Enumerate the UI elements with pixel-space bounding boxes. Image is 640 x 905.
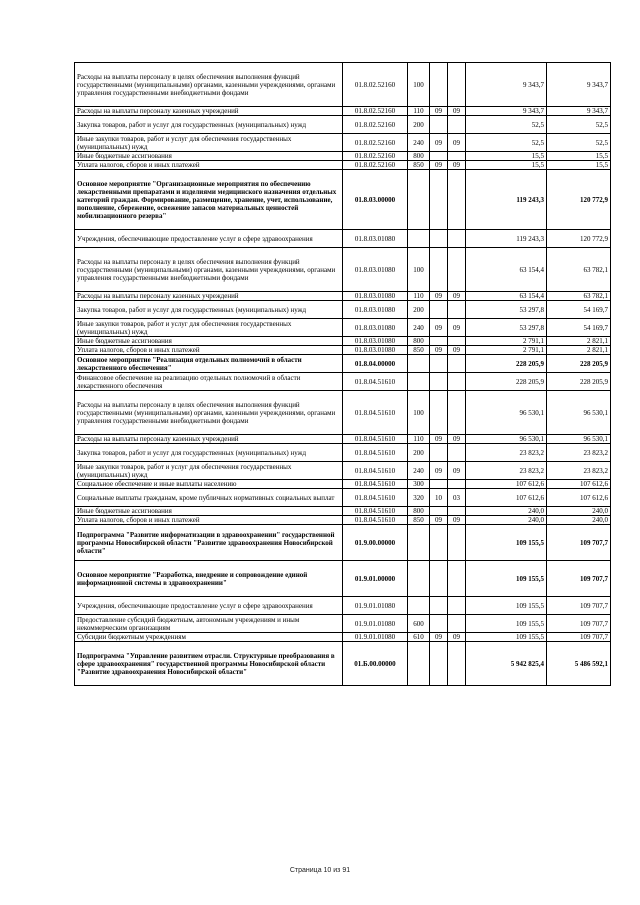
row-name-cell: Социальные выплаты гражданам, кроме публичных нормативных социальных выплат (75, 489, 343, 507)
row-pr-cell (448, 642, 466, 686)
table-row (75, 301, 611, 319)
row-name-cell: Уплата налогов, сборов и иных платежей (75, 346, 343, 355)
row-rz-cell: 09 (430, 292, 448, 301)
row-vr-cell: 800 (408, 337, 430, 346)
row-value2-cell: 96 530,1 (547, 391, 611, 435)
row-value2-cell: 52,5 (547, 116, 611, 134)
row-value1-cell: 109 155,5 (466, 525, 547, 561)
row-value2-cell: 52,5 (547, 134, 611, 152)
row-value1-cell: 109 155,5 (466, 597, 547, 615)
row-pr-cell (448, 248, 466, 292)
row-code-cell: 01.8.04.51610 (343, 373, 408, 391)
row-pr-cell (448, 597, 466, 615)
row-value2-cell: 23 823,2 (547, 462, 611, 480)
table-row (75, 615, 611, 633)
row-value2-cell: 120 772,9 (547, 170, 611, 230)
row-name-cell: Расходы на выплаты персоналу в целях обеспечения выполнения функций государственными (муниципальными) органами, казенными учреждениями, органами управления государственными внебюджетными фондами (75, 248, 343, 292)
row-code-cell: 01.8.02.52160 (343, 63, 408, 107)
row-value2-cell: 63 782,1 (547, 248, 611, 292)
row-vr-cell (408, 525, 430, 561)
row-value1-cell: 2 791,1 (466, 337, 547, 346)
row-name-cell: Иные закупки товаров, работ и услуг для обеспечения государственных (муниципальных) нужд (75, 319, 343, 337)
row-pr-cell (448, 444, 466, 462)
row-code-cell: 01.8.03.01080 (343, 292, 408, 301)
row-rz-cell (430, 373, 448, 391)
row-value1-cell: 109 155,5 (466, 615, 547, 633)
row-value2-cell: 5 486 592,1 (547, 642, 611, 686)
row-code-cell: 01.8.03.01080 (343, 346, 408, 355)
row-value2-cell: 54 169,7 (547, 301, 611, 319)
row-vr-cell (408, 230, 430, 248)
row-name-cell: Иные закупки товаров, работ и услуг для обеспечения государственных (муниципальных) нужд (75, 462, 343, 480)
row-code-cell: 01.8.03.01080 (343, 248, 408, 292)
row-name-cell: Расходы на выплаты персоналу в целях обеспечения выполнения функций государственными (муниципальными) органами, казенными учреждениями, органами управления государственными внебюджетными фондами (75, 63, 343, 107)
row-name-cell: Учреждения, обеспечивающие предоставление услуг в сфере здравоохранения (75, 230, 343, 248)
table-row (75, 516, 611, 525)
row-code-cell: 01.Б.00.00000 (343, 642, 408, 686)
row-code-cell: 01.8.04.51610 (343, 462, 408, 480)
row-vr-cell (408, 355, 430, 373)
row-value2-cell: 107 612,6 (547, 480, 611, 489)
row-value2-cell: 2 821,1 (547, 346, 611, 355)
row-code-cell: 01.8.02.52160 (343, 116, 408, 134)
row-value2-cell: 109 707,7 (547, 525, 611, 561)
row-rz-cell: 09 (430, 161, 448, 170)
row-name-cell: Закупка товаров, работ и услуг для государственных (муниципальных) нужд (75, 116, 343, 134)
row-pr-cell (448, 507, 466, 516)
row-vr-cell: 850 (408, 346, 430, 355)
row-value2-cell: 54 169,7 (547, 319, 611, 337)
table-row (75, 507, 611, 516)
table-row (75, 633, 611, 642)
row-value1-cell: 2 791,1 (466, 346, 547, 355)
row-vr-cell (408, 561, 430, 597)
row-vr-cell: 100 (408, 248, 430, 292)
table-row (75, 170, 611, 230)
table-row (75, 63, 611, 107)
row-rz-cell (430, 615, 448, 633)
row-name-cell: Подпрограмма "Развитие информатизации в здравоохранении" государственной программы Новосибирской области "Развитие здравоохранения Новосибирской области" (75, 525, 343, 561)
budget-table (74, 62, 611, 686)
row-pr-cell: 09 (448, 633, 466, 642)
table-row (75, 597, 611, 615)
row-vr-cell (408, 642, 430, 686)
row-value1-cell: 63 154,4 (466, 292, 547, 301)
row-pr-cell (448, 373, 466, 391)
row-code-cell: 01.8.03.01080 (343, 230, 408, 248)
row-vr-cell: 300 (408, 480, 430, 489)
row-value2-cell: 2 821,1 (547, 337, 611, 346)
row-rz-cell: 09 (430, 319, 448, 337)
row-rz-cell (430, 230, 448, 248)
table-row (75, 444, 611, 462)
row-pr-cell (448, 63, 466, 107)
row-rz-cell (430, 561, 448, 597)
row-code-cell: 01.8.04.51610 (343, 435, 408, 444)
row-name-cell: Иные бюджетные ассигнования (75, 337, 343, 346)
row-code-cell: 01.8.04.51610 (343, 507, 408, 516)
table-row (75, 373, 611, 391)
table-row (75, 337, 611, 346)
row-pr-cell (448, 615, 466, 633)
row-name-cell: Уплата налогов, сборов и иных платежей (75, 161, 343, 170)
row-vr-cell: 110 (408, 107, 430, 116)
table-row (75, 391, 611, 435)
row-code-cell: 01.9.01.00000 (343, 561, 408, 597)
row-rz-cell (430, 597, 448, 615)
row-name-cell: Учреждения, обеспечивающие предоставление услуг в сфере здравоохранения (75, 597, 343, 615)
row-value2-cell: 23 823,2 (547, 444, 611, 462)
row-value1-cell: 119 243,3 (466, 170, 547, 230)
row-pr-cell: 09 (448, 346, 466, 355)
table-row (75, 642, 611, 686)
row-name-cell: Подпрограмма "Управление развитием отрасли. Структурные преобразования в сфере здравоохранения" государственной программы Новосибирской области "Развитие здравоохранения Новосибирской области" (75, 642, 343, 686)
row-value1-cell: 240,0 (466, 516, 547, 525)
row-vr-cell: 100 (408, 391, 430, 435)
table-row (75, 230, 611, 248)
row-code-cell: 01.9.01.01080 (343, 633, 408, 642)
row-name-cell: Расходы на выплаты персоналу казенных учреждений (75, 107, 343, 116)
row-code-cell: 01.8.02.52160 (343, 107, 408, 116)
row-value1-cell: 96 530,1 (466, 391, 547, 435)
row-name-cell: Предоставление субсидий бюджетным, автономным учреждениям и иным некоммерческим организациям (75, 615, 343, 633)
row-value1-cell: 228 205,9 (466, 355, 547, 373)
row-value1-cell: 96 530,1 (466, 435, 547, 444)
row-value1-cell: 240,0 (466, 507, 547, 516)
row-pr-cell: 09 (448, 319, 466, 337)
row-pr-cell (448, 391, 466, 435)
row-pr-cell (448, 116, 466, 134)
row-code-cell: 01.8.04.51610 (343, 391, 408, 435)
row-value1-cell: 52,5 (466, 134, 547, 152)
row-rz-cell (430, 248, 448, 292)
row-name-cell: Закупка товаров, работ и услуг для государственных (муниципальных) нужд (75, 301, 343, 319)
row-name-cell: Иные бюджетные ассигнования (75, 152, 343, 161)
row-name-cell: Расходы на выплаты персоналу казенных учреждений (75, 435, 343, 444)
row-rz-cell: 10 (430, 489, 448, 507)
row-value1-cell: 107 612,6 (466, 480, 547, 489)
row-rz-cell (430, 391, 448, 435)
row-pr-cell: 03 (448, 489, 466, 507)
table-row (75, 462, 611, 480)
row-value2-cell: 15,5 (547, 152, 611, 161)
row-rz-cell (430, 337, 448, 346)
row-value2-cell: 228 205,9 (547, 355, 611, 373)
row-code-cell: 01.8.02.52160 (343, 134, 408, 152)
row-vr-cell: 850 (408, 161, 430, 170)
row-value1-cell: 9 343,7 (466, 63, 547, 107)
row-vr-cell: 200 (408, 301, 430, 319)
row-value1-cell: 9 343,7 (466, 107, 547, 116)
row-code-cell: 01.8.03.00000 (343, 170, 408, 230)
row-vr-cell: 850 (408, 516, 430, 525)
row-vr-cell (408, 170, 430, 230)
table-row (75, 525, 611, 561)
row-value2-cell: 107 612,6 (547, 489, 611, 507)
table-row (75, 435, 611, 444)
row-rz-cell (430, 355, 448, 373)
row-code-cell: 01.9.01.01080 (343, 615, 408, 633)
row-code-cell: 01.8.04.51610 (343, 516, 408, 525)
row-value2-cell: 109 707,7 (547, 597, 611, 615)
row-vr-cell: 200 (408, 116, 430, 134)
row-value2-cell: 120 772,9 (547, 230, 611, 248)
row-value1-cell: 109 155,5 (466, 633, 547, 642)
row-vr-cell: 240 (408, 319, 430, 337)
row-vr-cell: 240 (408, 462, 430, 480)
row-pr-cell (448, 337, 466, 346)
row-vr-cell (408, 597, 430, 615)
table-row (75, 248, 611, 292)
row-vr-cell: 110 (408, 435, 430, 444)
table-row (75, 107, 611, 116)
row-name-cell: Социальное обеспечение и иные выплаты населению (75, 480, 343, 489)
row-value1-cell: 109 155,5 (466, 561, 547, 597)
row-pr-cell: 09 (448, 435, 466, 444)
row-value1-cell: 53 297,8 (466, 301, 547, 319)
row-value2-cell: 109 707,7 (547, 615, 611, 633)
row-rz-cell: 09 (430, 346, 448, 355)
table-row (75, 134, 611, 152)
row-rz-cell: 09 (430, 435, 448, 444)
table-row (75, 319, 611, 337)
row-value1-cell: 63 154,4 (466, 248, 547, 292)
row-code-cell: 01.8.04.00000 (343, 355, 408, 373)
row-pr-cell: 09 (448, 161, 466, 170)
row-pr-cell: 09 (448, 462, 466, 480)
row-pr-cell (448, 170, 466, 230)
row-code-cell: 01.9.00.00000 (343, 525, 408, 561)
row-rz-cell: 09 (430, 134, 448, 152)
row-rz-cell (430, 170, 448, 230)
row-value1-cell: 52,5 (466, 116, 547, 134)
row-value1-cell: 119 243,3 (466, 230, 547, 248)
row-value1-cell: 53 297,8 (466, 319, 547, 337)
row-rz-cell (430, 301, 448, 319)
row-value2-cell: 109 707,7 (547, 633, 611, 642)
row-pr-cell (448, 561, 466, 597)
row-vr-cell: 200 (408, 444, 430, 462)
row-code-cell: 01.8.04.51610 (343, 489, 408, 507)
row-value2-cell: 240,0 (547, 516, 611, 525)
row-code-cell: 01.8.03.01080 (343, 301, 408, 319)
row-value2-cell: 240,0 (547, 507, 611, 516)
row-code-cell: 01.8.03.01080 (343, 337, 408, 346)
budget-table-container (74, 62, 610, 686)
row-pr-cell: 09 (448, 516, 466, 525)
row-rz-cell: 09 (430, 516, 448, 525)
row-value2-cell: 63 782,1 (547, 292, 611, 301)
row-code-cell: 01.9.01.01080 (343, 597, 408, 615)
row-value2-cell: 15,5 (547, 161, 611, 170)
row-name-cell: Уплата налогов, сборов и иных платежей (75, 516, 343, 525)
row-name-cell: Финансовое обеспечение на реализацию отдельных полномочий в области лекарственного обеспечения (75, 373, 343, 391)
row-value1-cell: 15,5 (466, 161, 547, 170)
row-rz-cell (430, 116, 448, 134)
table-row (75, 292, 611, 301)
row-rz-cell (430, 152, 448, 161)
row-code-cell: 01.8.04.51610 (343, 444, 408, 462)
row-name-cell: Субсидии бюджетным учреждениям (75, 633, 343, 642)
row-rz-cell (430, 480, 448, 489)
table-row (75, 161, 611, 170)
row-value1-cell: 228 205,9 (466, 373, 547, 391)
row-value1-cell: 23 823,2 (466, 444, 547, 462)
row-value1-cell: 15,5 (466, 152, 547, 161)
row-pr-cell (448, 355, 466, 373)
row-name-cell: Закупка товаров, работ и услуг для государственных (муниципальных) нужд (75, 444, 343, 462)
row-vr-cell: 320 (408, 489, 430, 507)
row-vr-cell: 610 (408, 633, 430, 642)
row-pr-cell (448, 152, 466, 161)
row-pr-cell: 09 (448, 134, 466, 152)
row-code-cell: 01.8.04.51610 (343, 480, 408, 489)
row-pr-cell: 09 (448, 292, 466, 301)
row-code-cell: 01.8.02.52160 (343, 152, 408, 161)
row-rz-cell (430, 642, 448, 686)
table-row (75, 489, 611, 507)
row-rz-cell: 09 (430, 107, 448, 116)
table-row (75, 152, 611, 161)
row-name-cell: Расходы на выплаты персоналу казенных учреждений (75, 292, 343, 301)
row-vr-cell: 800 (408, 507, 430, 516)
row-name-cell: Основное мероприятие "Реализация отдельных полномочий в области лекарственного обеспечения" (75, 355, 343, 373)
row-vr-cell: 240 (408, 134, 430, 152)
row-pr-cell (448, 480, 466, 489)
row-code-cell: 01.8.02.52160 (343, 161, 408, 170)
table-row (75, 480, 611, 489)
row-name-cell: Основное мероприятие "Разработка, внедрение и сопровождение единой информационной системы в здравоохранении" (75, 561, 343, 597)
table-row (75, 355, 611, 373)
row-pr-cell (448, 525, 466, 561)
row-pr-cell: 09 (448, 107, 466, 116)
table-row (75, 116, 611, 134)
row-name-cell: Основное мероприятие "Организационные мероприятия по обеспечению лекарственными препаратами и изделиями медицинского назначения отдельных категорий граждан. Формирование, размещение, хранение, учет, использование, пополнение, сбережение, освежение запасов материальных ценностей мобилизационного резерва" (75, 170, 343, 230)
row-value2-cell: 228 205,9 (547, 373, 611, 391)
row-pr-cell (448, 230, 466, 248)
row-vr-cell: 100 (408, 63, 430, 107)
budget-table-body (75, 63, 611, 686)
row-value2-cell: 9 343,7 (547, 107, 611, 116)
row-rz-cell: 09 (430, 633, 448, 642)
row-code-cell: 01.8.03.01080 (343, 319, 408, 337)
table-row (75, 346, 611, 355)
row-name-cell: Расходы на выплаты персоналу в целях обеспечения выполнения функций государственными (муниципальными) органами, казенными учреждениями, органами управления государственными внебюджетными фондами (75, 391, 343, 435)
row-rz-cell (430, 525, 448, 561)
row-vr-cell: 800 (408, 152, 430, 161)
page-number: Страница 10 из 91 (289, 867, 351, 874)
row-rz-cell (430, 444, 448, 462)
row-vr-cell: 600 (408, 615, 430, 633)
row-name-cell: Иные закупки товаров, работ и услуг для обеспечения государственных (муниципальных) нужд (75, 134, 343, 152)
row-name-cell: Иные бюджетные ассигнования (75, 507, 343, 516)
row-rz-cell: 09 (430, 462, 448, 480)
table-row (75, 561, 611, 597)
row-vr-cell (408, 373, 430, 391)
row-rz-cell (430, 63, 448, 107)
row-value1-cell: 23 823,2 (466, 462, 547, 480)
row-value1-cell: 5 942 825,4 (466, 642, 547, 686)
row-value2-cell: 96 530,1 (547, 435, 611, 444)
row-value2-cell: 9 343,7 (547, 63, 611, 107)
row-pr-cell (448, 301, 466, 319)
row-value1-cell: 107 612,6 (466, 489, 547, 507)
row-rz-cell (430, 507, 448, 516)
row-vr-cell: 110 (408, 292, 430, 301)
row-value2-cell: 109 707,7 (547, 561, 611, 597)
